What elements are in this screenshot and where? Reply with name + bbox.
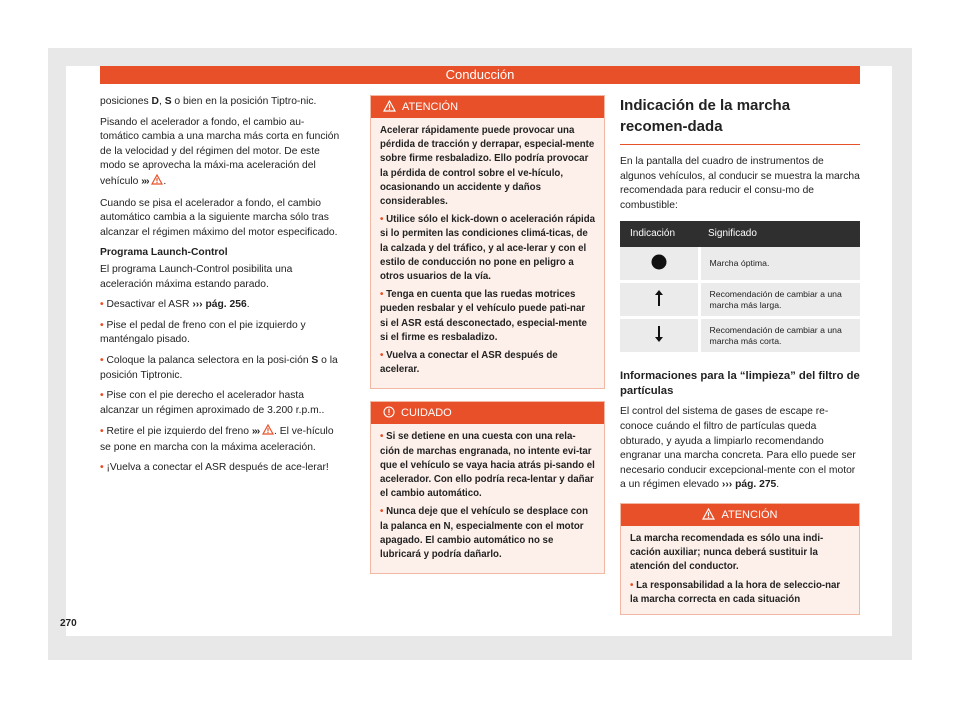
table-cell <box>620 318 699 354</box>
warning-body <box>621 526 859 614</box>
list-item: • Desactivar el ASR ››› pág. 256. <box>100 299 250 311</box>
bullet-icon: • <box>100 319 104 331</box>
text: o bien en la posición Tiptro-nic. <box>171 96 317 107</box>
bullet-icon: • <box>630 579 634 591</box>
arrow-down-icon <box>654 335 664 345</box>
warning-body <box>371 118 604 388</box>
text: o la posición Tiptronic. <box>100 354 338 381</box>
gear-indication-table <box>620 221 860 355</box>
list-item <box>100 461 340 476</box>
text: Pise el pedal de freno con el pie izquierdo y manténgalo pisado. <box>100 319 306 346</box>
bullet-icon: • <box>380 289 384 301</box>
paragraph: En la pantalla del cuadro de instrumentos de algunos vehículos, al conducir se muestra la marcha recomendada para reducir el consu-mo de combustible: <box>620 156 860 211</box>
table-cell <box>620 282 699 318</box>
bullet-icon: • <box>100 426 104 438</box>
warning-triangle-icon <box>702 506 715 528</box>
warning-box <box>370 95 605 389</box>
text: ¡Vuelva a conectar el ASR después de ace-lerar! <box>106 462 329 474</box>
text: Si se detiene en una cuesta con una rela-ción de marchas engranada, no intente evi-tar que el vehículo se vaya hacia atrás pi-sando el acelerador. Con ello podría reca-lentar y dañar el cambio automático. <box>380 431 595 500</box>
text: Pisando el acelerador a fondo, el cambio au-tomático cambia a una marcha más corta en función de la velocidad y del régimen del motor. De este modo se aprovecha la máxi-ma aceleración del vehículo <box>100 116 340 187</box>
column-right <box>620 95 860 627</box>
list-item <box>100 389 340 418</box>
caution-body <box>371 424 604 573</box>
table-row <box>620 247 860 282</box>
bullet-icon: • <box>380 350 384 362</box>
text: D <box>151 96 159 107</box>
bullet-icon: • <box>100 390 104 402</box>
table-row <box>620 282 860 318</box>
bullet-icon: • <box>380 431 384 443</box>
warning-triangle-icon <box>262 424 274 441</box>
list-item <box>100 354 340 383</box>
section-heading: Indicación de la marcha recomen-dada <box>620 95 860 145</box>
paragraph: El control del sistema de gases de escape re-conoce cuándo el filtro de partículas queda obturado, y ayuda a limpiarlo recomendando engranar una marcha concreta. Para ello puede ser necesario conducir excepcional-mente con el motor a un régimen elevado ››› pág. 275. <box>620 406 856 491</box>
text: Coloque la palanca selectora en la posi-ción <box>106 354 312 366</box>
list-item <box>380 349 595 377</box>
list-item <box>630 579 850 607</box>
caution-header <box>371 402 604 424</box>
column-header: Indicación <box>620 221 699 247</box>
paragraph: Pisando el acelerador a fondo, el cambio au-tomático cambia a una marcha más corta en función de la velocidad y del régimen del motor. De este modo se aprovecha la máxi-ma aceleración del vehículo ››› . <box>100 116 340 191</box>
caution-title: CUIDADO <box>401 407 452 420</box>
info-circle-icon <box>383 404 395 426</box>
warning-title: ATENCIÓN <box>402 101 459 113</box>
text: Tenga en cuenta que las ruedas motrices pueden resbalar y el vehículo puede pati-nar si el ASR está desconectado, especial-mente si el firme es resbaladizo. <box>380 289 587 343</box>
reference-link[interactable]: ››› pág. 275 <box>721 479 777 491</box>
list-item <box>100 319 340 348</box>
list-item <box>380 430 595 501</box>
bullet-icon: • <box>100 299 104 311</box>
text: Retire el pie izquierdo del freno <box>106 426 252 438</box>
arrow-up-icon <box>654 299 664 309</box>
bullet-icon: • <box>380 506 384 518</box>
text: El control del sistema de gases de escape re-conoce cuándo el filtro de partículas queda obturado, y ayuda a limpiarlo recomendando engranar una marcha concreta. Para ello puede ser necesario conducir excepcional-mente con el motor a un régimen elevado <box>620 406 856 491</box>
warning-intro: La marcha recomendada es sólo una indi-cación auxiliar; nunca deberá sustituir la atención del conductor. <box>630 532 824 573</box>
reference-link[interactable]: ››› pág. 256 <box>192 299 247 311</box>
table-header-row <box>620 221 860 247</box>
warning-intro: Acelerar rápidamente puede provocar una pérdida de tracción y derrapar, especial-mente sobre firme resbaladizo. Ello podría provocar la pérdida de control sobre el ve-hículo, ocasionando un accidente y daños considerables. <box>380 125 595 208</box>
text: La responsabilidad a la hora de seleccio-nar la marcha correcta en cada situación <box>630 579 841 605</box>
table-row <box>620 318 860 354</box>
warning-triangle-icon <box>151 174 163 191</box>
subheading: Informaciones para la “limpieza” del filtro de partículas <box>620 370 860 398</box>
text: . El ve-hículo se pone en marcha con la máxima aceleración. <box>100 426 334 453</box>
section-header: Conducción <box>100 66 860 84</box>
paragraph: Cuando se pisa el acelerador a fondo, el cambio automático cambia a la siguiente marcha sólo tras alcanzar el régimen máximo del motor especificado. <box>100 197 338 238</box>
text: S <box>164 96 172 107</box>
text: Desactivar el ASR <box>106 299 193 311</box>
warning-box <box>620 503 860 615</box>
text: Nunca deje que el vehículo se desplace con la palanca en N, especialmente con el motor apagado. El cambio automático no se lubricará y podría dañarlo. <box>380 506 589 561</box>
table-cell <box>620 247 699 282</box>
table-cell: Recomendación de cambiar a una marcha más larga. <box>699 282 860 318</box>
list-item <box>100 424 340 455</box>
page-number: 270 <box>60 618 77 629</box>
table-cell: Marcha óptima. <box>699 247 860 282</box>
warning-header <box>371 96 604 118</box>
list-item <box>380 505 595 562</box>
text: Vuelva a conectar el ASR después de acelerar. <box>380 350 558 376</box>
paragraph <box>100 95 340 110</box>
reference-link[interactable]: ››› <box>141 175 149 187</box>
warning-title: ATENCIÓN <box>721 508 778 521</box>
column-middle <box>370 95 605 586</box>
text: , <box>158 96 165 107</box>
warning-triangle-icon <box>383 98 396 120</box>
warning-header <box>621 504 859 526</box>
text: posiciones <box>100 96 152 107</box>
paragraph: El programa Launch-Control posibilita una aceleración máxima estando parado. <box>100 263 293 290</box>
column-header: Significado <box>699 221 860 247</box>
bullet-icon: • <box>100 462 104 474</box>
column-left <box>100 95 340 482</box>
table-cell: Recomendación de cambiar a una marcha más corta. <box>699 318 860 354</box>
list-item <box>380 288 595 345</box>
circle-icon <box>651 262 667 272</box>
bullet-icon: • <box>100 354 104 366</box>
list-item <box>380 213 595 284</box>
text: Utilice sólo el kick-down o aceleración rápida si lo permiten las condiciones climá-ticas, de la calzada y del tráfico, y al ace-lerar y con el estilo de conducción no pone en peligro a otros usuarios de la vía. <box>380 214 595 283</box>
bullet-icon: • <box>380 214 384 226</box>
text: S <box>311 354 319 366</box>
reference-link[interactable]: ››› <box>251 426 260 438</box>
text: Pise con el pie derecho el acelerador hasta alcanzar un régimen aproximado de 3.200 r.p.m.. <box>100 390 325 416</box>
caution-box <box>370 401 605 574</box>
subheading: Programa Launch-Control <box>100 247 228 259</box>
